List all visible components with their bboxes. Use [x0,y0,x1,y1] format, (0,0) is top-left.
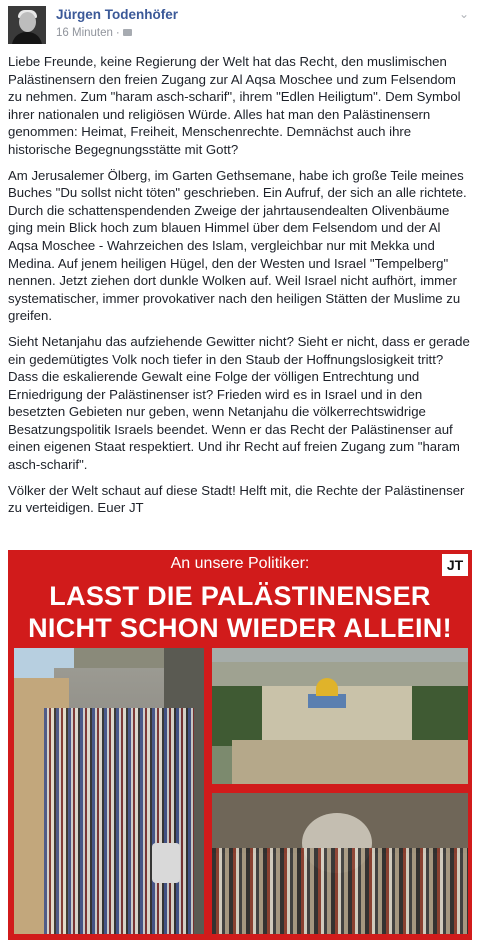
banner-headline-line1: LASST DIE PALÄSTINENSER [49,581,431,611]
post-paragraph: Sieht Netanjahu das aufziehende Gewitter nicht? Sieht er nicht, dass er gerade ein gedemütigtes Volk noch tiefer in den Staub der Hoffnungslosigkeit tritt? Dass die eskalierende Gewalt eine Folge der völligen Entrechtung und Erniedrigung der Palästinenser ist? Frieden wird es in Israel und in den besetzten Gebieten nur geben, wenn Netanjahu die völkerrechtswidrige Besatzungspolitik Israels beendet. Wenn er das Recht der Palästinenser auf einen eigenen Staat respektiert. Und ihr Recht auf freien Zugang zum "haram asch-scharif". [8,333,470,473]
banner-headline [8,580,472,644]
post-timestamp[interactable]: 16 Minuten [56,27,113,39]
post-paragraph: Am Jerusalemer Ölberg, im Garten Gethsemane, habe ich große Teile meines Buches "Du sollst nicht töten" geschrieben. Ein Aufruf, der sich an alle richtete. Durch die schattenspendenden Zweige der jahrtausendealten Olivenbäume ging mein Blick hoch zum blauen Himmel über dem Felsendom und der Al Aqsa Moschee - Wahrzeichen des Islam, vergleichbar nur mit Mekka und Medina. Auf jenem heiligen Hügel, den der Westen und Israel "Tempelberg" nennen. Jetzt ziehen dort dunkle Wolken auf. Weil Israel nicht aufhört, immer systematischer, immer provokativer nach den heiligen Stätten der Muslime zu greifen. [8,167,467,324]
banner-overline: An unsere Politiker: [170,555,310,572]
post-paragraph: Völker der Welt schaut auf diese Stadt! Helft mit, die Rechte der Palästinenser zu verteidigen. Euer JT [8,482,465,516]
post-header [8,6,472,46]
photo-prayer-crowd [14,648,204,934]
post-meta: 16 Minuten · [56,27,132,39]
photo-street-clashes [212,793,468,934]
globe-icon[interactable] [123,29,132,36]
post-image[interactable] [8,550,472,940]
jt-badge: JT [442,554,468,576]
post-paragraph: Liebe Freunde, keine Regierung der Welt hat das Recht, den muslimischen Palästinensern den freien Zugang zur Al Aqsa Moschee und zum Felsendom zu nehmen. Zum "haram asch-scharif", ihrem "Edlen Heiligtum". Dem Symbol ihrer nationalen und religiösen Würde. Alles hat man den Palästinensern genommen: Heimat, Freiheit, Menschenrechte. Demnächst auch ihre historische Begegnungsstätte mit Gott? [8,54,461,157]
post-text [8,53,472,525]
author-avatar[interactable] [8,6,46,44]
chevron-down-icon[interactable]: ⌄ [458,7,470,21]
author-name[interactable]: Jürgen Todenhöfer [56,7,179,22]
banner-headline-line2: NICHT SCHON WIEDER ALLEIN! [28,613,452,643]
photo-dome-of-the-rock [212,648,468,784]
